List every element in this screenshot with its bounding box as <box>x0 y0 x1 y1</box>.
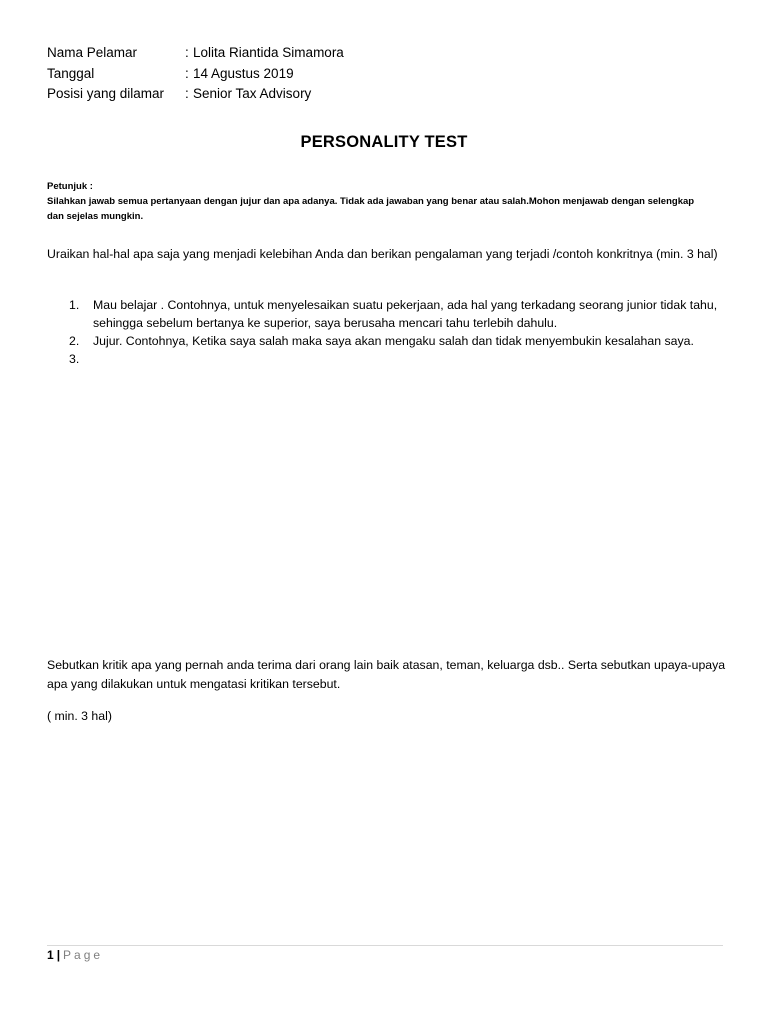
list-item <box>47 296 727 332</box>
header-row-date <box>47 65 294 83</box>
answer-list <box>47 296 727 368</box>
list-number: 1. <box>69 298 80 312</box>
colon: : <box>185 45 189 60</box>
page-label: Page <box>63 948 104 962</box>
header-row-position <box>47 85 311 103</box>
list-item <box>47 332 727 350</box>
position-value: Senior Tax Advisory <box>193 86 312 101</box>
position-label: Posisi yang dilamar <box>47 86 165 101</box>
instructions-heading: Petunjuk : <box>47 181 93 192</box>
footer-divider <box>47 945 723 946</box>
colon: : <box>185 86 189 101</box>
header-row-name <box>47 44 344 62</box>
page-title: PERSONALITY TEST <box>300 133 468 151</box>
list-item-text: Jujur. Contohnya, Ketika saya salah maka saya akan mengaku salah dan tidak menyembukin kesalahan saya. <box>93 334 694 348</box>
list-item <box>47 350 727 368</box>
list-item-text: Mau belajar . Contohnya, untuk menyelesaikan suatu pekerjaan, ada hal yang terkadang seorang junior tidak tahu, sehingga sebelum bertanya ke superior, saya berusaha mencari tahu terlebih dahulu. <box>93 298 718 330</box>
list-number: 3. <box>69 352 80 366</box>
colon: : <box>185 66 189 81</box>
question-1-text: Uraikan hal-hal apa saja yang menjadi kelebihan Anda dan berikan pengalaman yang terjadi /contoh konkritnya (min. 3 hal) <box>47 247 718 261</box>
name-label: Nama Pelamar <box>47 45 138 60</box>
date-value: 14 Agustus 2019 <box>193 66 294 81</box>
date-label: Tanggal <box>47 66 95 81</box>
question-2-note: ( min. 3 hal) <box>47 709 112 723</box>
question-2-text: Sebutkan kritik apa yang pernah anda terima dari orang lain baik atasan, teman, keluarga dsb.. Serta sebutkan upaya-upaya apa yang dilakukan untuk mengatasi kritikan tersebut. <box>47 658 726 691</box>
list-number: 2. <box>69 334 80 348</box>
page-footer <box>47 948 103 962</box>
footer-separator: | <box>56 948 61 962</box>
page-number: 1 <box>47 948 54 962</box>
name-value: Lolita Riantida Simamora <box>193 45 344 60</box>
instructions-text: Silahkan jawab semua pertanyaan dengan jujur dan apa adanya. Tidak ada jawaban yang benar atau salah.Mohon menjawab dengan selengkap dan sejelas mungkin. <box>47 196 695 222</box>
